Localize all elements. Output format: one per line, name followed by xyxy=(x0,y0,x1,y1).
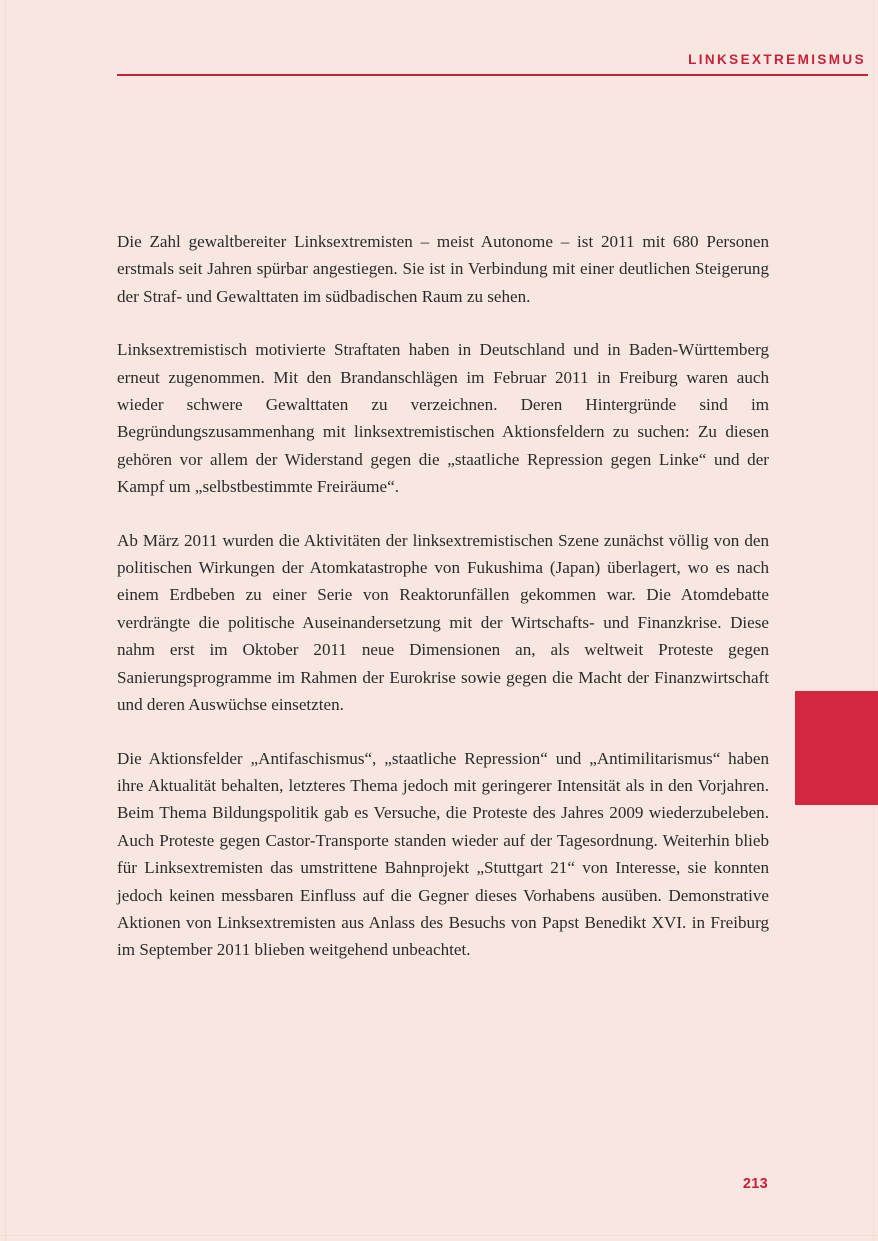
page-number: 213 xyxy=(742,1176,768,1192)
running-head-rule xyxy=(117,74,868,76)
thumb-index-tab xyxy=(795,691,878,805)
running-head-title: LINKSEXTREMISMUS xyxy=(688,52,866,67)
paragraph: Ab März 2011 wurden die Aktivitäten der linksextremistischen Szene zunächst völlig von den politischen Wirkungen der Atomkatastrophe von Fukushima (Japan) überlagert, wo es nach einem Erdbeben zu einer Serie von Reaktorunfällen gekommen war. Die Atomdebatte verdrängte die politische Auseinandersetzung mit der Wirtschafts- und Finanzkrise. Diese nahm erst im Oktober 2011 neue Dimensionen an, als weltweit Proteste gegen Sanierungsprogramme im Rahmen der Eurokrise sowie gegen die Macht der Finanzwirtschaft und deren Auswüchse einsetzten. xyxy=(117,530,769,715)
page-footer xyxy=(600,1175,768,1193)
paragraph: Die Zahl gewaltbereiter Linksextremisten – meist Autonome – ist 2011 mit 680 Personen erstmals seit Jahren spürbar angestiegen. Sie ist in Verbindung mit einer deutlichen Steigerung der Straf- und Gewalttaten im südbadischen Raum zu sehen. xyxy=(117,232,769,306)
page-edge-right-rule xyxy=(873,0,874,1241)
page-edge-bottom-rule xyxy=(0,1235,878,1236)
paragraph: Linksextremistisch motivierte Straftaten haben in Deutschland und in Baden-Württemberg erneut zugenommen. Mit den Brandanschlägen im Februar 2011 in Freiburg waren auch wieder schwere Gewalttaten zu verzeichnen. Deren Hintergründe sind im Begründungszusammenhang mit linksextremistischen Aktionsfeldern zu suchen: Zu diesen gehören vor allem der Widerstand gegen die „staatliche Repression gegen Linke“ und der Kampf um „selbstbestimmte Freiräume“. xyxy=(117,340,769,497)
body-content xyxy=(117,228,769,964)
running-head xyxy=(117,52,868,78)
page-edge-left-rule xyxy=(5,0,6,1241)
paragraph: Die Aktionsfelder „Antifaschismus“, „staatliche Repression“ und „Antimilitarismus“ haben ihre Aktualität behalten, letzteres Thema jedoch mit geringerer Intensität als in den Vorjahren. Beim Thema Bildungspolitik gab es Versuche, die Proteste des Jahres 2009 wiederzubeleben. Auch Proteste gegen Castor-Transporte standen wieder auf der Tagesordnung. Weiterhin blieb für Linksextremisten das umstrittene Bahnprojekt „Stuttgart 21“ von Interesse, sie konnten jedoch keinen messbaren Einfluss auf die Gegner dieses Vorhabens ausüben. Demonstrative Aktionen von Linksextremisten aus Anlass des Besuchs von Papst Benedikt XVI. in Freiburg im September 2011 blieben weitgehend unbeachtet. xyxy=(117,748,769,960)
